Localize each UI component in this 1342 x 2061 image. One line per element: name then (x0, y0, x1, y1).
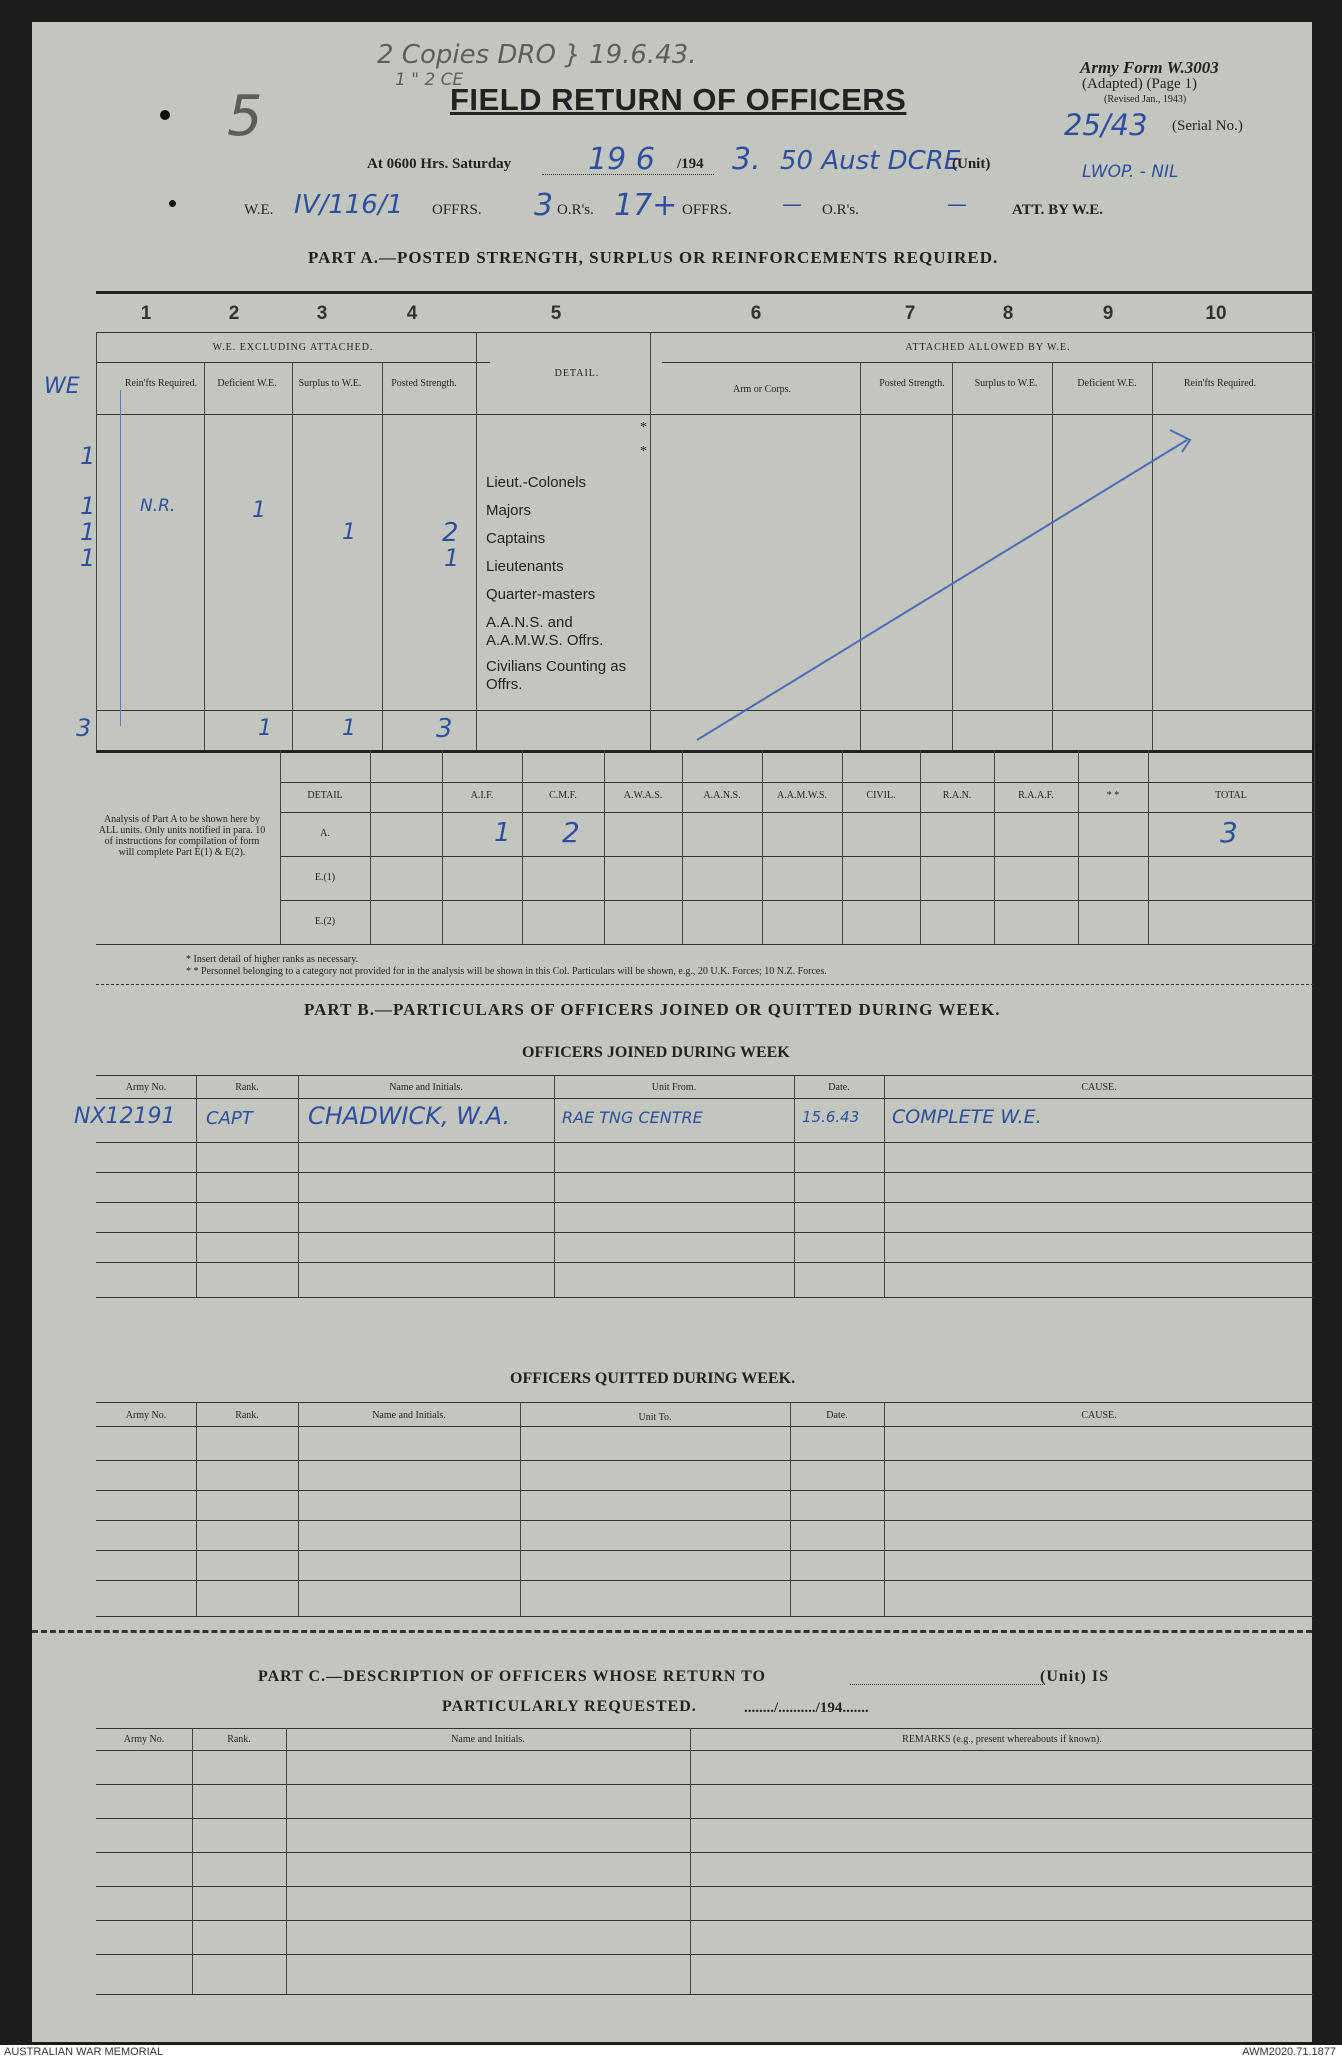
rule (442, 750, 443, 944)
rule (96, 1728, 1314, 1729)
joined-head-rank: Rank. (235, 1082, 259, 1093)
cut-line (32, 1630, 1312, 1633)
joined-title: OFFICERS JOINED DURING WEEK (522, 1044, 790, 1061)
footnote-other-category: * * Personnel belonging to a category not provided for in the analysis will be shown in this Col. Particulars will be shown, e.g., 20 U.K. Forces; 10 N.Z. Forces. (186, 966, 827, 977)
archive-reference: AWM2020.71.1877 (1242, 2046, 1336, 2058)
col-number: 7 (904, 303, 916, 324)
col-head-att-posted: Posted Strength. (879, 378, 945, 389)
part-c-unit-is: (Unit) IS (1040, 1668, 1110, 1685)
offrs2-value: — (782, 192, 802, 216)
rank-aans-aamws: A.A.N.S. and A.A.M.W.S. Offrs. (486, 614, 604, 649)
joined-head-unit-from: Unit From. (651, 1082, 697, 1093)
rule (192, 1728, 193, 1994)
rank-lieut-colonels: Lieut.-Colonels (486, 474, 587, 491)
analysis-aif-value: 1 (494, 818, 511, 848)
rule (96, 1426, 1314, 1427)
rule (96, 1784, 1314, 1785)
analysis-head-aamws: A.A.M.W.S. (777, 790, 827, 801)
unit-dotted-line (850, 1684, 1045, 1685)
rule (1148, 750, 1149, 944)
part-c-heading: PART C.—DESCRIPTION OF OFFICERS WHOSE RETURN TO (258, 1668, 766, 1685)
unit-value: 50 Aust DCRE (780, 146, 961, 176)
col-head-surplus: Surplus to W.E. (298, 378, 362, 389)
analysis-total-value: 3 (1220, 816, 1238, 849)
higher-rank-star: * (640, 420, 647, 435)
rule (522, 750, 523, 944)
part-c-head-army-no: Army No. (123, 1734, 165, 1745)
analysis-row-e2: E.(2) (314, 916, 336, 927)
analysis-head-aans: A.A.N.S. (703, 790, 741, 801)
quitted-title: OFFICERS QUITTED DURING WEEK. (510, 1370, 796, 1387)
joined-army-no: NX12191 (74, 1104, 176, 1129)
rank-quarter-masters: Quarter-masters (486, 586, 596, 603)
we-label: W.E. (244, 202, 274, 218)
rule (96, 1994, 1314, 1995)
group-attached-allowed: ATTACHED ALLOWED BY W.E. (905, 342, 1071, 353)
rule (994, 750, 995, 944)
col-number: 6 (750, 303, 762, 324)
part-c-head-remarks: REMARKS (e.g., present whereabouts if known). (902, 1734, 1102, 1745)
col-number: 9 (1102, 303, 1114, 324)
analysis-head-other: * * (1106, 790, 1120, 801)
form-title: FIELD RETURN OF OFFICERS (450, 82, 907, 117)
total-margin-value: 3 (76, 714, 92, 742)
rule (96, 1297, 1314, 1298)
col-head-reinfts: Rein'fts Required. (124, 378, 198, 389)
rule (96, 1954, 1314, 1955)
rule (96, 984, 1314, 985)
deficient-majors-value: 1 (252, 498, 266, 523)
part-c-particularly: PARTICULARLY REQUESTED. (442, 1698, 697, 1715)
ors2-label: O.R's. (822, 202, 859, 218)
strike-through-line (32, 22, 1312, 782)
rule (884, 1075, 885, 1297)
quitted-head-unit-to: Unit To. (638, 1412, 672, 1423)
rule (96, 1490, 1314, 1491)
margin-we-label: WE (44, 374, 80, 399)
archive-name: AUSTRALIAN WAR MEMORIAL (4, 2046, 164, 2058)
joined-name: CHADWICK, W.A. (308, 1102, 511, 1130)
nr-entry: N.R. (140, 496, 176, 516)
col-number: 10 (1205, 303, 1227, 324)
rule (96, 1202, 1314, 1203)
rank-majors: Majors (486, 502, 532, 519)
archive-footer (0, 2045, 1342, 2061)
rule (96, 1886, 1314, 1887)
rule (280, 856, 1314, 857)
rule (96, 1262, 1314, 1263)
col-head-att-surplus: Surplus to W.E. (974, 378, 1038, 389)
rule (96, 944, 1314, 945)
rule (96, 1580, 1314, 1581)
date-year-prefix: /194 (677, 156, 704, 172)
adapted-page: (Adapted) (Page 1) (1082, 76, 1197, 92)
analysis-head-awas: A.W.A.S. (623, 790, 663, 801)
posted-captains-value: 2 (442, 518, 459, 548)
joined-unit-from: RAE TNG CENTRE (562, 1108, 703, 1127)
analysis-cmf-value: 2 (562, 816, 580, 849)
joined-date: 15.6.43 (802, 1108, 860, 1126)
margin-value: 1 (80, 518, 96, 546)
rule (298, 1402, 299, 1616)
group-we-excluding-attached: W.E. EXCLUDING ATTACHED. (212, 342, 374, 353)
rule (96, 1172, 1314, 1173)
offrs-label: OFFRS. (432, 202, 482, 218)
form-sheet (32, 22, 1312, 2042)
col-number: 8 (1002, 303, 1014, 324)
rule (196, 1075, 197, 1297)
rule (280, 900, 1314, 901)
analysis-head-cmf: C.M.F. (549, 790, 577, 801)
margin-value: 1 (80, 492, 96, 520)
rule (1314, 332, 1315, 750)
higher-rank-star: * (640, 444, 647, 459)
joined-head-name: Name and Initials. (389, 1082, 463, 1093)
rank-lieutenants: Lieutenants (486, 558, 564, 575)
we-value: IV/116/1 (294, 190, 404, 220)
ors-label: O.R's. (557, 202, 594, 218)
part-a-heading: PART A.—POSTED STRENGTH, SURPLUS OR REINFORCEMENTS REQUIRED. (308, 248, 999, 267)
rule (790, 1402, 791, 1616)
rule (96, 1520, 1314, 1521)
rule (920, 750, 921, 944)
footnote-higher-ranks: * Insert detail of higher ranks as necessary. (186, 954, 359, 965)
handwritten-copies-note: 2 Copies DRO } 19.6.43. (377, 40, 697, 70)
analysis-head-raaf: R.A.A.F. (1018, 790, 1054, 801)
rule (842, 750, 843, 944)
rule (96, 1852, 1314, 1853)
part-b-heading: PART B.—PARTICULARS OF OFFICERS JOINED OR QUITTED DURING WEEK. (304, 1000, 1001, 1019)
analysis-note: Analysis of Part A to be shown here by ALL units. Only units notified in para. 10 of instructions for compilation of form will complete Part E(1) & E(2). (98, 814, 266, 858)
rule (682, 750, 683, 944)
rank-captains: Captains (486, 530, 546, 547)
rule (370, 750, 371, 944)
rule (1078, 750, 1079, 944)
total-posted-value: 3 (436, 714, 453, 744)
offrs2-label: OFFRS. (682, 202, 732, 218)
att-by-we-label: ATT. BY W.E. (1012, 202, 1104, 218)
joined-head-date: Date. (828, 1082, 850, 1093)
time-label: At 0600 Hrs. Saturday (367, 156, 512, 172)
rule (298, 1075, 299, 1297)
quitted-head-rank: Rank. (235, 1410, 259, 1421)
revised-date: (Revised Jan., 1943) (1104, 94, 1187, 105)
rule (1314, 750, 1315, 944)
rule (884, 1402, 885, 1616)
rule (286, 1728, 287, 1994)
col-head-arm-corps: Arm or Corps. (732, 384, 792, 395)
serial-number-value: 25/43 (1064, 108, 1148, 142)
rule (196, 1402, 197, 1616)
rule (280, 750, 281, 944)
rule (96, 1818, 1314, 1819)
army-form-number: Army Form W.3003 (1080, 58, 1219, 77)
rule (554, 1075, 555, 1297)
joined-head-cause: CAUSE. (1081, 1082, 1117, 1093)
ors2-value: — (947, 192, 967, 216)
rule (690, 1728, 691, 1994)
analysis-row-a: A. (320, 828, 330, 839)
analysis-head-ran: R.A.N. (942, 790, 972, 801)
date-year-suffix: 3. (732, 142, 761, 177)
part-c-head-name: Name and Initials. (451, 1734, 525, 1745)
analysis-row-e1: E.(1) (314, 872, 336, 883)
col-number: 4 (406, 303, 418, 324)
analysis-head-total: TOTAL (1215, 790, 1247, 801)
col-number: 3 (316, 303, 328, 324)
col-head-deficient: Deficient W.E. (217, 378, 277, 389)
margin-value: 1 (80, 544, 96, 572)
handwritten-copies-note-2: 1 " 2 CE (395, 70, 464, 90)
posted-lieutenants-value: 1 (444, 544, 460, 572)
col-number: 1 (140, 303, 152, 324)
analysis-head-detail: DETAIL (307, 790, 343, 801)
rule (96, 1750, 1314, 1751)
surplus-captains-value: 1 (342, 520, 356, 545)
rule (96, 1075, 1314, 1076)
analysis-head-aif: A.I.F. (470, 790, 494, 801)
rule (604, 750, 605, 944)
quitted-head-date: Date. (826, 1410, 848, 1421)
handwritten-page-number: 5 (227, 84, 263, 149)
col-head-detail: DETAIL. (554, 368, 600, 379)
rule (794, 1075, 795, 1297)
rule (96, 1402, 1314, 1403)
joined-cause: COMPLETE W.E. (892, 1106, 1042, 1128)
offrs-value: 3 (534, 188, 554, 223)
quitted-head-army-no: Army No. (125, 1410, 167, 1421)
joined-rank: CAPT (206, 1108, 253, 1129)
rule (280, 812, 1314, 813)
quitted-head-name: Name and Initials. (372, 1410, 446, 1421)
quitted-head-cause: CAUSE. (1081, 1410, 1117, 1421)
col-number: 5 (550, 303, 562, 324)
part-c-head-rank: Rank. (227, 1734, 251, 1745)
rank-civilians: Civilians Counting as Offrs. (486, 658, 627, 693)
part-c-date-template: ......../........../194....... (744, 1700, 869, 1716)
serial-number-label: (Serial No.) (1172, 118, 1243, 134)
total-deficient-value: 1 (258, 716, 272, 741)
joined-head-army-no: Army No. (125, 1082, 167, 1093)
rule (96, 1232, 1314, 1233)
col-head-att-reinfts: Rein'fts Required. (1183, 378, 1257, 389)
ors-value: 17+ (614, 188, 678, 223)
rule (96, 1460, 1314, 1461)
analysis-head-civil: CIVIL. (866, 790, 896, 801)
handwritten-lwop-note: LWOP. - NIL (1082, 162, 1179, 182)
unit-label: (Unit) (952, 156, 991, 172)
col-number: 2 (228, 303, 240, 324)
rule (762, 750, 763, 944)
rule (96, 1550, 1314, 1551)
total-surplus-value: 1 (342, 716, 356, 741)
col-head-att-deficient: Deficient W.E. (1077, 378, 1137, 389)
rule (96, 1142, 1314, 1143)
col-head-posted: Posted Strength. (391, 378, 457, 389)
rule (96, 1098, 1314, 1099)
rule (96, 1920, 1314, 1921)
date-day-month: 19 6 (588, 142, 655, 177)
rule (280, 782, 1314, 783)
margin-value: 1 (80, 442, 96, 470)
rule (520, 1402, 521, 1616)
rule (96, 1616, 1314, 1617)
